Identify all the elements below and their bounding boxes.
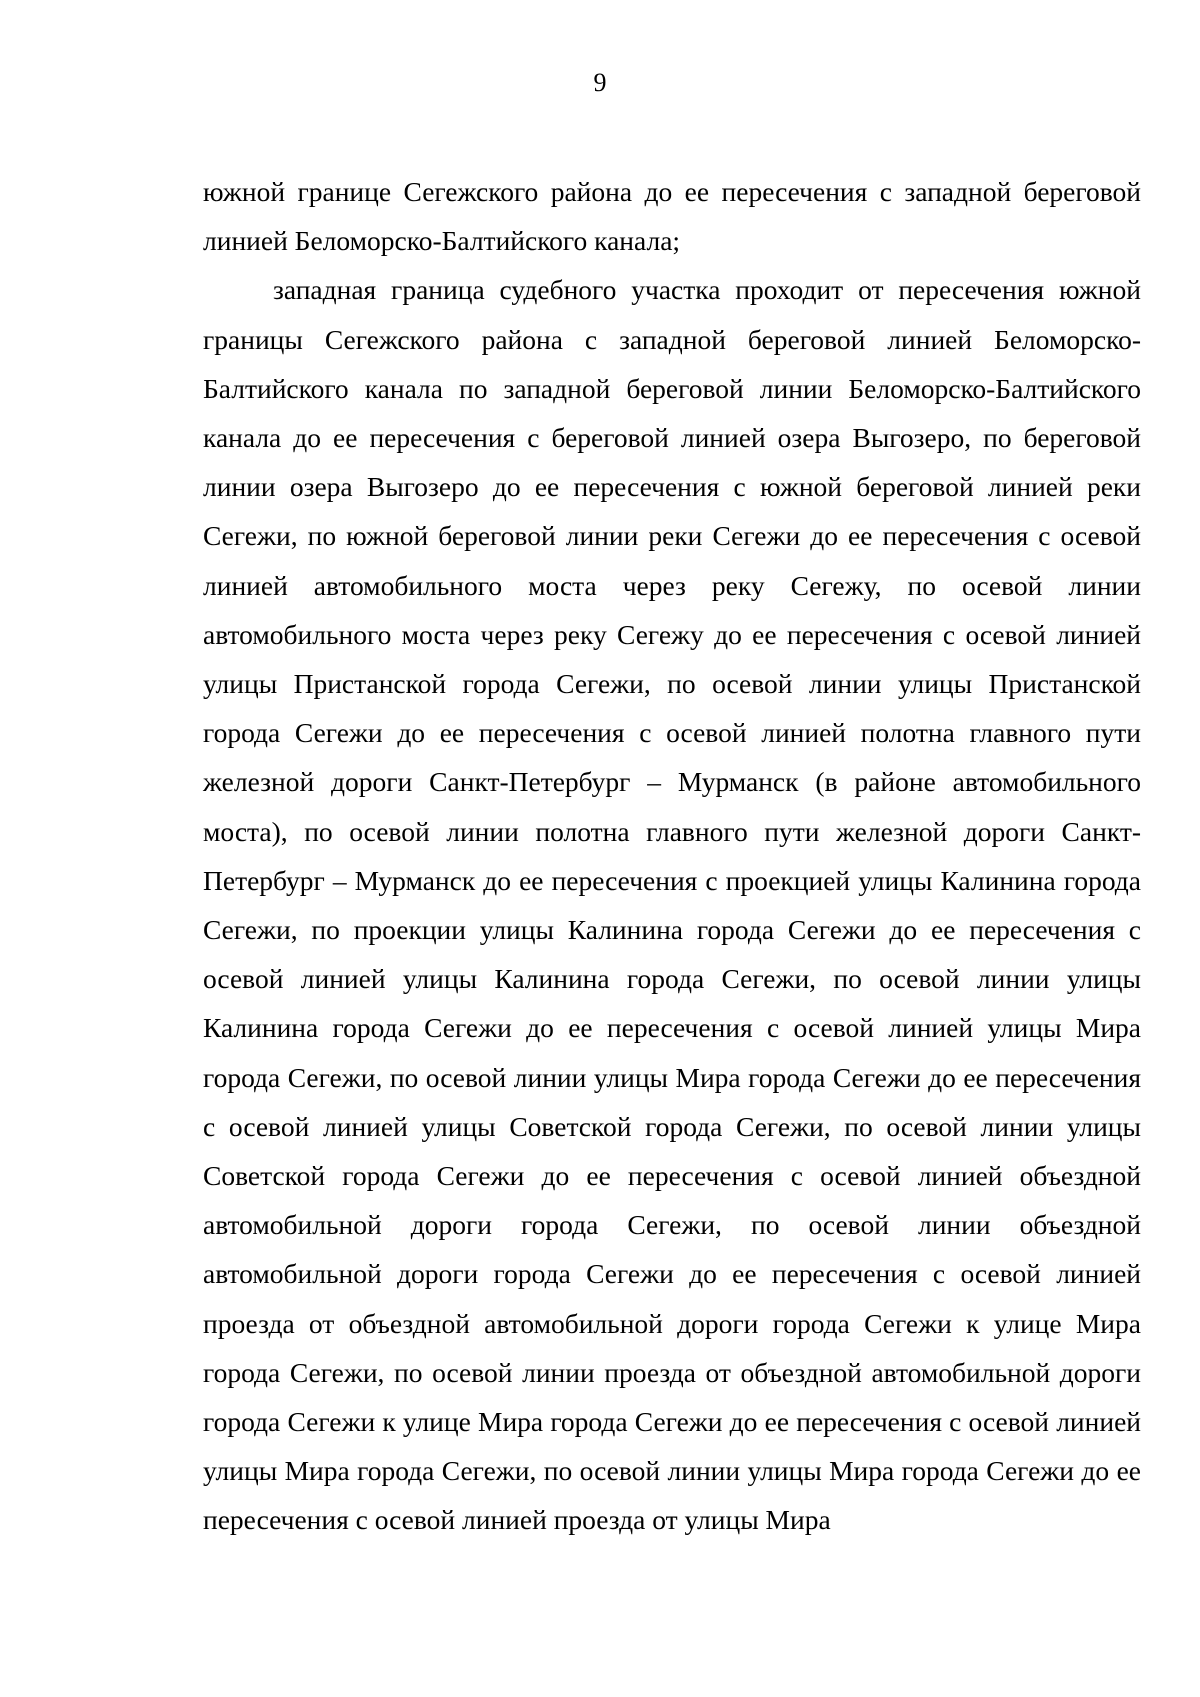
- document-body: [203, 167, 1141, 1545]
- paragraph-western-boundary: западная граница судебного участка проходит от пересечения южной границы Сегежского района с западной береговой линией Беломорско-Балтийского канала по западной береговой линии Беломорско-Балтийского канала до ее пересечения с береговой линией озера Выгозеро, по береговой линии озера Выгозеро до ее пересечения с южной береговой линией реки Сегежи, по южной береговой линии реки Сегежи до ее пересечения с осевой линией автомобильного моста через реку Сегежу, по осевой линии автомобильного моста через реку Сегежу до ее пересечения с осевой линией улицы Пристанской города Сегежи, по осевой линии улицы Пристанской города Сегежи до ее пересечения с осевой линией полотна главного пути железной дороги Санкт-Петербург – Мурманск (в районе автомобильного моста), по осевой линии полотна главного пути железной дороги Санкт-Петербург – Мурманск до ее пересечения с проекцией улицы Калинина города Сегежи, по проекции улицы Калинина города Сегежи до ее пересечения с осевой линией улицы Калинина города Сегежи, по осевой линии улицы Калинина города Сегежи до ее пересечения с осевой линией улицы Мира города Сегежи, по осевой линии улицы Мира города Сегежи до ее пересечения с осевой линией улицы Советской города Сегежи, по осевой линии улицы Советской города Сегежи до ее пересечения с осевой линией объездной автомобильной дороги города Сегежи, по осевой линии объездной автомобильной дороги города Сегежи до ее пересечения с осевой линией проезда от объездной автомобильной дороги города Сегежи к улице Мира города Сегежи, по осевой линии проезда от объездной автомобильной дороги города Сегежи к улице Мира города Сегежи до ее пересечения с осевой линией улицы Мира города Сегежи, по осевой линии улицы Мира города Сегежи до ее пересечения с осевой линией проезда от улицы Мира: [203, 274, 1141, 1536]
- paragraph-continuation: южной границе Сегежского района до ее пересечения с западной береговой линией Беломорско-Балтийского канала;: [203, 176, 1141, 257]
- page-number: 9: [593, 68, 607, 97]
